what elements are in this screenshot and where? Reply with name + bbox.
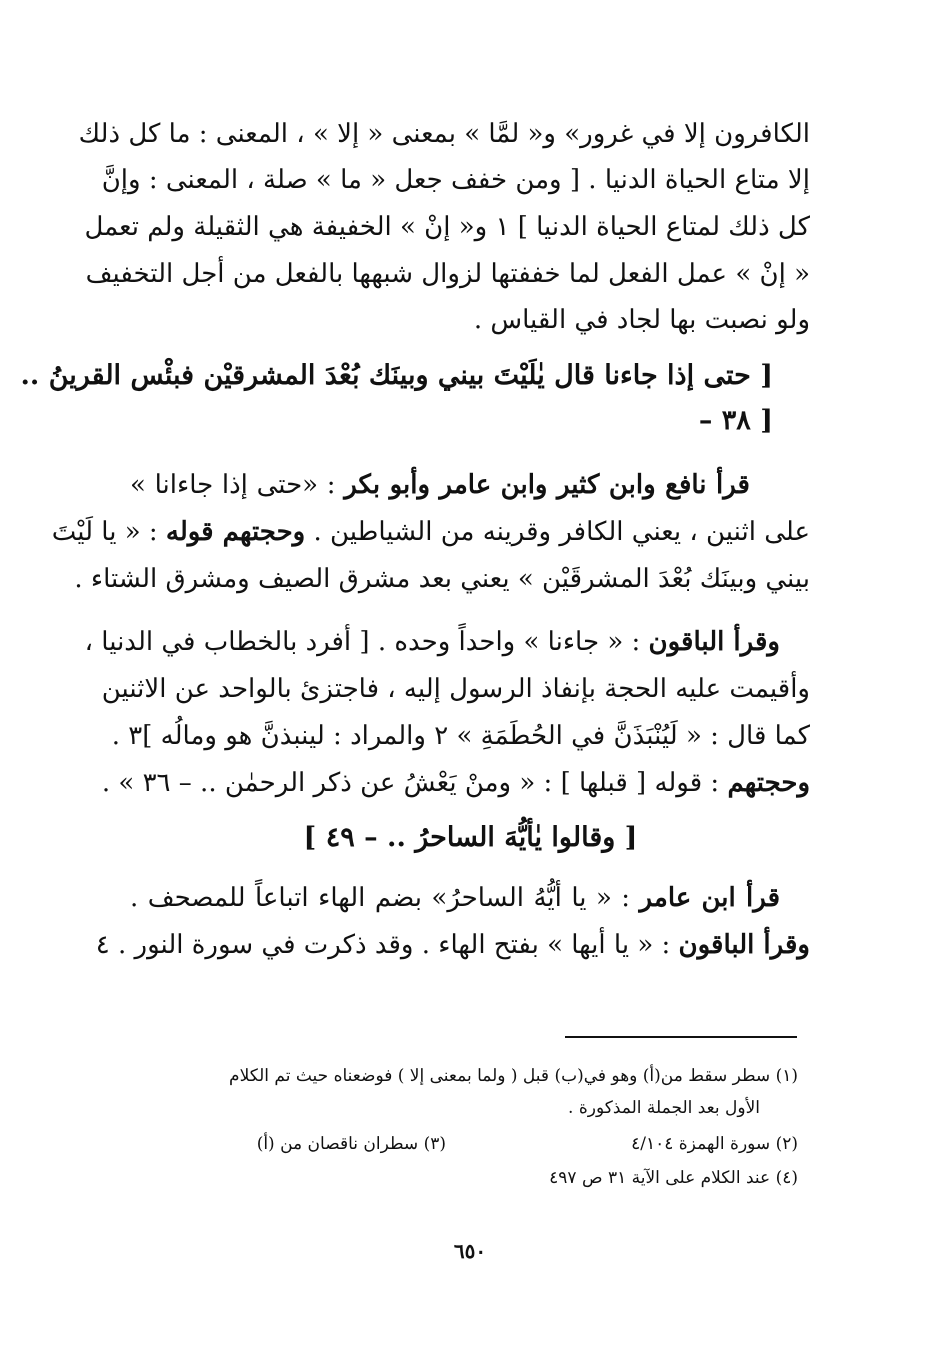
paragraph-line — [130, 878, 780, 918]
footnote-1-continuation: الأول بعد الجملة المذكورة . — [568, 1098, 760, 1118]
reciters-names: قرأ ابن عامر — [639, 883, 781, 913]
footnote-4: (٤) عند الكلام على الآية ٣١ ص ٤٩٧ — [549, 1168, 798, 1188]
footnote-1: (١) سطر سقط من(أ) وهو في(ب) قبل ( ولما بمعنى إلا ) فوضعناه حيث تم الكلام — [229, 1066, 798, 1086]
paragraph-line: ولو نصبت بها لجاد في القياس . — [473, 305, 810, 335]
paragraph-line: بيني وبينَك بُعْدَ المشرقَيْن » يعني بعد مشرق الصيف ومشرق الشتاء . — [74, 564, 810, 594]
footnote-separator — [565, 1036, 797, 1038]
paragraph-line — [101, 763, 810, 803]
reading-text: : « يا أيُّهُ الساحرُ» بضم الهاء اتباعاً للمصحف . — [130, 883, 640, 913]
paragraph-line — [95, 925, 810, 965]
page-number: ٦٥٠ — [453, 1239, 487, 1263]
paragraph-line: الكافرون إلا في غرور» و« لمَّا » بمعنى « إلا » ، المعنى : ما كل ذلك — [78, 119, 810, 149]
reading-text: : « جاءنا » واحداً وحده . [ أفرد بالخطاب في الدنيا ، — [84, 627, 649, 657]
reading-text: : «حتى إذا جاءانا » — [130, 470, 345, 500]
proof-label: وحجتهم قوله — [165, 517, 306, 547]
paragraph-line — [130, 465, 750, 505]
paragraph-line: وأقيمت عليه الحجة بإنفاذ الرسول إليه ، فاجتزئ بالواحد عن الاثنين — [101, 674, 810, 704]
proof-label: وحجتهم — [727, 768, 810, 798]
paragraph-line: كما قال : « لَيُنْبَذَنَّ في الحُطَمَةِ » ٢ والمراد : لينبذنَّ هو ومالُه ]٣ . — [111, 721, 810, 751]
footnote-3: (٣) سطران ناقصان من (أ) — [256, 1134, 446, 1154]
reciters-names: وقرأ الباقون — [678, 930, 810, 960]
reading-text: : قوله [ قبلها ] : « ومنْ يَعْشُ عن ذكر الرحمٰن .. – ٣٦ » . — [101, 768, 728, 798]
verse-number: [ ٣٨ – — [698, 405, 773, 436]
reading-text: : « يا أيها » بفتح الهاء . وقد ذكرت في سورة النور . ٤ — [95, 930, 679, 960]
footnote-2: (٢) سورة الهمزة ٤/١٠٤ — [631, 1134, 798, 1154]
paragraph-line: « إنْ » عمل الفعل لما خففتها لزوال شبهها بالفعل من أجل التخفيف — [85, 259, 810, 289]
paragraph-line: إلا متاع الحياة الدنيا . [ ومن خفف جعل « ما » صلة ، المعنى : وإنَّ — [101, 165, 810, 195]
reciters-names: وقرأ الباقون — [648, 627, 780, 657]
paragraph-line: كل ذلك لمتاع الحياة الدنيا ] ١ و« إنْ » الخفيفة هي الثقيلة ولم تعمل — [84, 212, 810, 242]
verse-heading: [ حتى إذا جاءنا قال يٰلَيْتَ بيني وبينَك بُعْدَ المشرقيْن فبئْس القرينُ .. — [20, 360, 773, 391]
paragraph-line — [51, 512, 810, 552]
reading-text: : « يا لَيْتَ — [51, 517, 166, 547]
paragraph-line — [84, 622, 780, 662]
verse-heading: [ وقالوا يٰأيُّهَ الساحرُ .. – ٤٩ ] — [303, 822, 638, 853]
reading-text: على اثنين ، يعني الكافر وقرينه من الشياطين . — [305, 517, 810, 547]
reciters-names: قرأ نافع وابن كثير وابن عامر وأبو بكر — [344, 470, 750, 500]
